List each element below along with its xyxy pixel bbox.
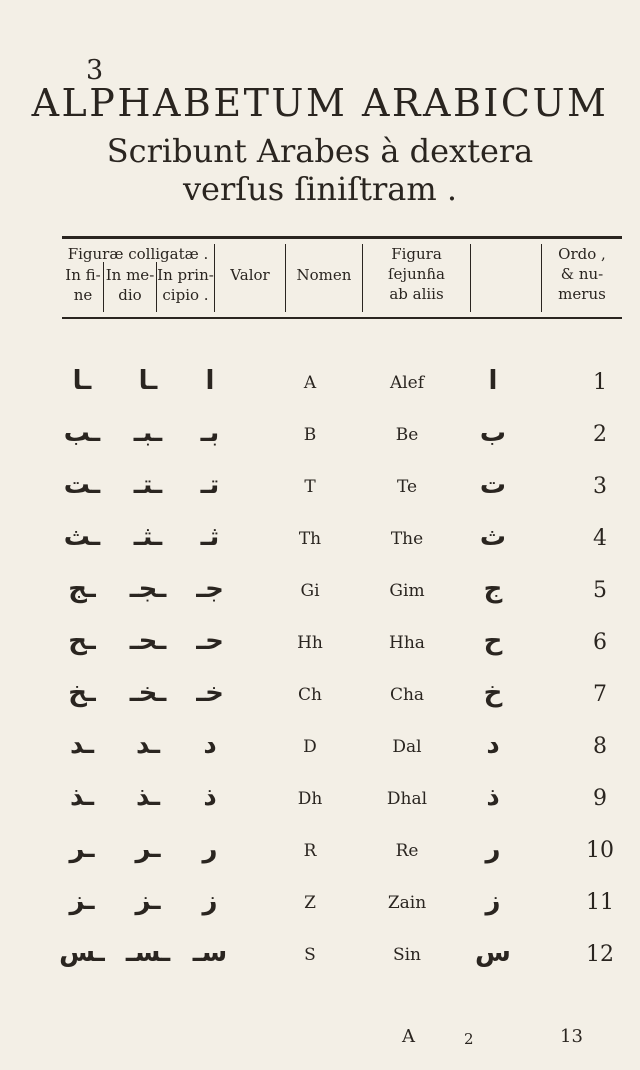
cell-ordo: 3 — [593, 474, 607, 499]
cell-ordo: 4 — [593, 526, 607, 551]
cell-valor: Th — [298, 529, 322, 549]
cell-in-fine: ـح — [68, 626, 96, 656]
cell-nomen: Te — [396, 477, 418, 497]
cell-figura: س — [475, 938, 511, 968]
catchword: 13 — [560, 1026, 583, 1047]
subtitle-line-2: verſus ſiniſtram . — [182, 170, 458, 208]
cell-figura: ب — [479, 418, 507, 448]
cell-ordo: 10 — [586, 838, 614, 863]
cell-figura: ر — [485, 834, 501, 864]
cell-in-fine: ـذ — [70, 782, 94, 812]
cell-in-medio: ـسـ — [125, 938, 171, 968]
cell-in-medio: ـا — [138, 366, 158, 396]
cell-nomen: Hha — [389, 633, 425, 653]
cell-figura: ح — [483, 626, 503, 656]
cell-in-medio: ـذ — [136, 782, 160, 812]
cell-in-principio: سـ — [192, 938, 228, 968]
cell-in-principio: ز — [202, 886, 218, 916]
cell-in-principio: بـ — [200, 418, 220, 448]
table-top-rule — [62, 236, 622, 239]
cell-in-fine: ـد — [70, 730, 94, 760]
cell-ordo: 6 — [593, 630, 607, 655]
cell-figura: ج — [483, 574, 503, 604]
header-in-principio-2: cipio . — [162, 286, 209, 304]
cell-valor: R — [303, 841, 317, 861]
cell-figura: ذ — [486, 782, 500, 812]
page-title: ALPHABETUM ARABICUM — [31, 81, 609, 125]
cell-in-principio: تـ — [200, 470, 220, 500]
cell-valor: S — [304, 945, 316, 965]
cell-in-fine: ـث — [63, 522, 101, 552]
cell-ordo: 12 — [586, 942, 614, 967]
header-nomen: Nomen — [296, 266, 352, 284]
header-figura-3: ab aliis — [389, 285, 444, 303]
cell-valor: A — [303, 373, 317, 393]
cell-ordo: 1 — [593, 370, 607, 395]
cell-ordo: 2 — [593, 422, 607, 447]
cell-in-medio: ـز — [135, 886, 161, 916]
page-number: 3 — [86, 55, 104, 86]
cell-ordo: 8 — [593, 734, 607, 759]
cell-figura: د — [486, 730, 500, 760]
cell-ordo: 11 — [586, 890, 614, 915]
cell-valor: Ch — [298, 685, 322, 705]
header-in-medio-1: In me- — [105, 266, 155, 284]
header-in-fine-1: In fi- — [65, 266, 101, 284]
header-figura-1: Figura — [391, 245, 442, 263]
cell-in-medio: ـجـ — [129, 574, 167, 604]
cell-in-fine: ـت — [63, 470, 101, 500]
cell-in-principio: ذ — [203, 782, 217, 812]
cell-nomen: Be — [395, 425, 419, 445]
cell-nomen: Cha — [389, 685, 425, 705]
cell-in-principio: ثـ — [200, 522, 220, 552]
cell-ordo: 7 — [593, 682, 607, 707]
cell-in-fine: ـخ — [68, 678, 96, 708]
cell-in-fine: ـب — [63, 418, 101, 448]
cell-in-medio: ـر — [135, 834, 161, 864]
cell-valor: Dh — [297, 789, 323, 809]
cell-nomen: Alef — [389, 373, 425, 393]
cell-in-medio: ـد — [136, 730, 160, 760]
signature-number: 2 — [464, 1030, 474, 1048]
cell-in-principio: د — [203, 730, 217, 760]
cell-in-medio: ـخـ — [129, 678, 167, 708]
header-ordo-2: & nu- — [560, 265, 604, 283]
table-header-rule — [62, 317, 622, 319]
cell-in-fine: ـر — [69, 834, 95, 864]
cell-in-principio: ا — [205, 366, 215, 396]
cell-valor: D — [303, 737, 317, 757]
header-ordo-3: merus — [558, 285, 606, 303]
cell-in-fine: ـز — [69, 886, 95, 916]
signature-mark: A — [402, 1026, 415, 1047]
cell-nomen: Re — [395, 841, 419, 861]
cell-figura: ت — [479, 470, 507, 500]
cell-in-medio: ـتـ — [133, 470, 163, 500]
header-figura-2: ſejunɦa — [387, 265, 445, 283]
header-figurae-colligatae: Figuræ colligatæ . — [67, 245, 209, 263]
cell-ordo: 9 — [593, 786, 607, 811]
cell-valor: Gi — [300, 581, 320, 601]
header-valor: Valor — [230, 266, 270, 284]
cell-in-medio: ـبـ — [133, 418, 163, 448]
cell-nomen: Zain — [387, 893, 427, 913]
cell-ordo: 5 — [593, 578, 607, 603]
header-ordo-1: Ordo , — [558, 245, 606, 263]
cell-in-medio: ـثـ — [133, 522, 163, 552]
cell-valor: T — [304, 477, 316, 497]
column-divider — [470, 244, 471, 312]
cell-valor: Hh — [297, 633, 323, 653]
cell-in-principio: حـ — [196, 626, 224, 656]
cell-nomen: Sin — [392, 945, 422, 965]
cell-in-principio: ر — [202, 834, 218, 864]
header-in-principio-1: In prin- — [157, 266, 214, 284]
cell-nomen: Dhal — [386, 789, 428, 809]
cell-nomen: Gim — [389, 581, 425, 601]
cell-in-fine: ـا — [72, 366, 92, 396]
cell-nomen: The — [390, 529, 424, 549]
cell-valor: B — [303, 425, 317, 445]
subtitle-line-1: Scribunt Arabes à dextera — [106, 132, 534, 170]
cell-in-fine: ـج — [68, 574, 96, 604]
cell-figura: ث — [479, 522, 507, 552]
header-in-medio-2: dio — [118, 286, 142, 304]
cell-in-principio: جـ — [196, 574, 224, 604]
cell-in-fine: ـس — [59, 938, 105, 968]
cell-in-principio: خـ — [196, 678, 224, 708]
cell-figura: ز — [485, 886, 501, 916]
cell-figura: ا — [488, 366, 498, 396]
cell-in-medio: ـحـ — [129, 626, 167, 656]
cell-valor: Z — [304, 893, 316, 913]
cell-nomen: Dal — [392, 737, 422, 757]
cell-figura: خ — [483, 678, 503, 708]
header-in-fine-2: ne — [73, 286, 93, 304]
